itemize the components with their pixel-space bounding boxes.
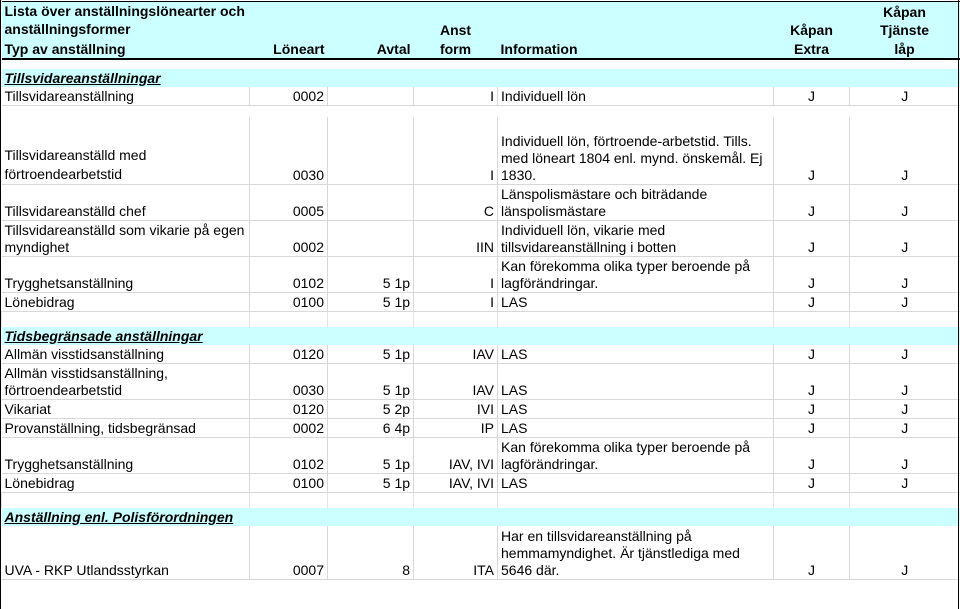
cell-info: Kan förekomma olika typer beroende på lagförändringar. [498,257,774,293]
header-loneart: Löneart [250,39,328,59]
cell-form: IAV [414,364,498,400]
cell-type: Lönebidrag [2,293,250,312]
cell-avtal: 5 1p [328,438,414,474]
cell-tj: J [850,185,960,221]
cell-type: Trygghetsanställning [2,257,250,293]
cell-loneart: 0120 [250,345,328,364]
header-kapan-tj-3: låp [850,39,960,59]
cell-extra: J [774,526,850,580]
cell-type: Tillsvidareanställd som vikarie på egen myndighet [2,221,250,257]
section-title: Tillsvidareanställningar [2,69,960,87]
cell-tj: J [850,419,960,438]
table-row [2,474,960,493]
cell-extra: J [774,400,850,419]
cell-tj: J [850,400,960,419]
cell-extra: J [774,221,850,257]
cell-tj: J [850,221,960,257]
header-information: Information [498,39,774,59]
header-kapan-tj-2: Tjänste [850,21,960,39]
cell-avtal: 5 1p [328,257,414,293]
cell-extra: J [774,257,850,293]
cell-info: Individuell lön [498,87,774,106]
cell-avtal: 5 1p [328,474,414,493]
cell-type: Tillsvidareanställd chef [2,185,250,221]
cell-tj: J [850,526,960,580]
cell-info: Kan förekomma olika typer beroende på lagförändringar. [498,438,774,474]
right-border [958,0,959,609]
table-row [2,185,960,221]
cell-extra: J [774,87,850,106]
cell-tj: J [850,293,960,312]
cell-extra: J [774,364,850,400]
cell-extra: J [774,117,850,185]
table-row [2,293,960,312]
cell-loneart: 0007 [250,526,328,580]
header-type: Typ av anställning [2,39,250,59]
cell-form: IAV, IVI [414,438,498,474]
cell-type: Allmän visstidsanställning [2,345,250,364]
cell-type: Allmän visstidsanställning, förtroendearbetstid [2,364,250,400]
header-kapan-tj-1: Kåpan [850,2,960,21]
cell-type: Tillsvidareanställd med förtroendearbetstid [2,117,250,185]
cell-type: UVA - RKP Utlandsstyrkan [2,526,250,580]
cell-extra: J [774,419,850,438]
cell-form: IP [414,419,498,438]
cell-type: Provanställning, tidsbegränsad [2,419,250,438]
cell-extra: J [774,474,850,493]
section-title: Anställning enl. Polisförordningen [2,508,960,526]
cell-tj: J [850,364,960,400]
cell-loneart: 0002 [250,419,328,438]
cell-info: Individuell lön, förtroende-arbetstid. Tills. med löneart 1804 enl. mynd. önskemål. Ej 1830. [498,117,774,185]
cell-avtal: 6 4p [328,419,414,438]
cell-info: LAS [498,474,774,493]
cell-loneart: 0002 [250,87,328,106]
cell-tj: J [850,438,960,474]
cell-avtal [328,185,414,221]
cell-avtal [328,221,414,257]
cell-type: Tillsvidareanställning [2,87,250,106]
header-kapan-extra-1: Kåpan [774,21,850,39]
cell-tj: J [850,257,960,293]
table-row [2,87,960,106]
table-row [2,221,960,257]
cell-loneart: 0030 [250,364,328,400]
cell-avtal: 5 1p [328,293,414,312]
cell-form: C [414,185,498,221]
cell-form: I [414,117,498,185]
cell-tj: J [850,117,960,185]
cell-loneart: 0120 [250,400,328,419]
cell-form: I [414,87,498,106]
cell-loneart: 0102 [250,257,328,293]
sheet-title: Lista över anställningslönearter och anställningsformer [2,2,328,39]
cell-avtal [328,117,414,185]
cell-extra: J [774,345,850,364]
table-row [2,526,960,580]
table-row [2,345,960,364]
cell-avtal: 5 2p [328,400,414,419]
cell-info: Länspolismästare och biträdande länspolismästare [498,185,774,221]
cell-info: LAS [498,345,774,364]
cell-tj: J [850,474,960,493]
cell-extra: J [774,185,850,221]
cell-loneart: 0030 [250,117,328,185]
cell-form: I [414,293,498,312]
header-kapan-extra-2: Extra [774,39,850,59]
cell-info: LAS [498,293,774,312]
table-row [2,438,960,474]
cell-tj: J [850,87,960,106]
cell-loneart: 0005 [250,185,328,221]
section-title: Tidsbegränsade anställningar [2,327,960,345]
cell-type: Lönebidrag [2,474,250,493]
cell-info: Individuell lön, vikarie med tillsvidareanställning i botten [498,221,774,257]
table-row [2,364,960,400]
cell-avtal: 8 [328,526,414,580]
cell-loneart: 0100 [250,293,328,312]
cell-info: Har en tillsvidareanställning på hemmamyndighet. Är tjänstlediga med 5646 där. [498,526,774,580]
cell-avtal: 5 1p [328,364,414,400]
table-row [2,117,960,185]
cell-tj: J [850,345,960,364]
cell-form: IAV, IVI [414,474,498,493]
cell-extra: J [774,438,850,474]
table-row [2,400,960,419]
cell-info: LAS [498,364,774,400]
cell-loneart: 0102 [250,438,328,474]
cell-avtal [328,87,414,106]
cell-extra: J [774,293,850,312]
table-row [2,257,960,293]
cell-info: LAS [498,400,774,419]
cell-info: LAS [498,419,774,438]
table-row [2,419,960,438]
cell-type: Trygghetsanställning [2,438,250,474]
cell-loneart: 0002 [250,221,328,257]
cell-form: IVI [414,400,498,419]
cell-form: IAV [414,345,498,364]
cell-loneart: 0100 [250,474,328,493]
cell-form: I [414,257,498,293]
employment-types-table [1,1,960,580]
header-anst-form-1: Anst [414,21,498,39]
cell-type: Vikariat [2,400,250,419]
cell-form: ITA [414,526,498,580]
header-anst-form-2: form [414,39,498,59]
left-border [0,0,1,609]
cell-avtal: 5 1p [328,345,414,364]
cell-form: IIN [414,221,498,257]
header-avtal: Avtal [328,39,414,59]
